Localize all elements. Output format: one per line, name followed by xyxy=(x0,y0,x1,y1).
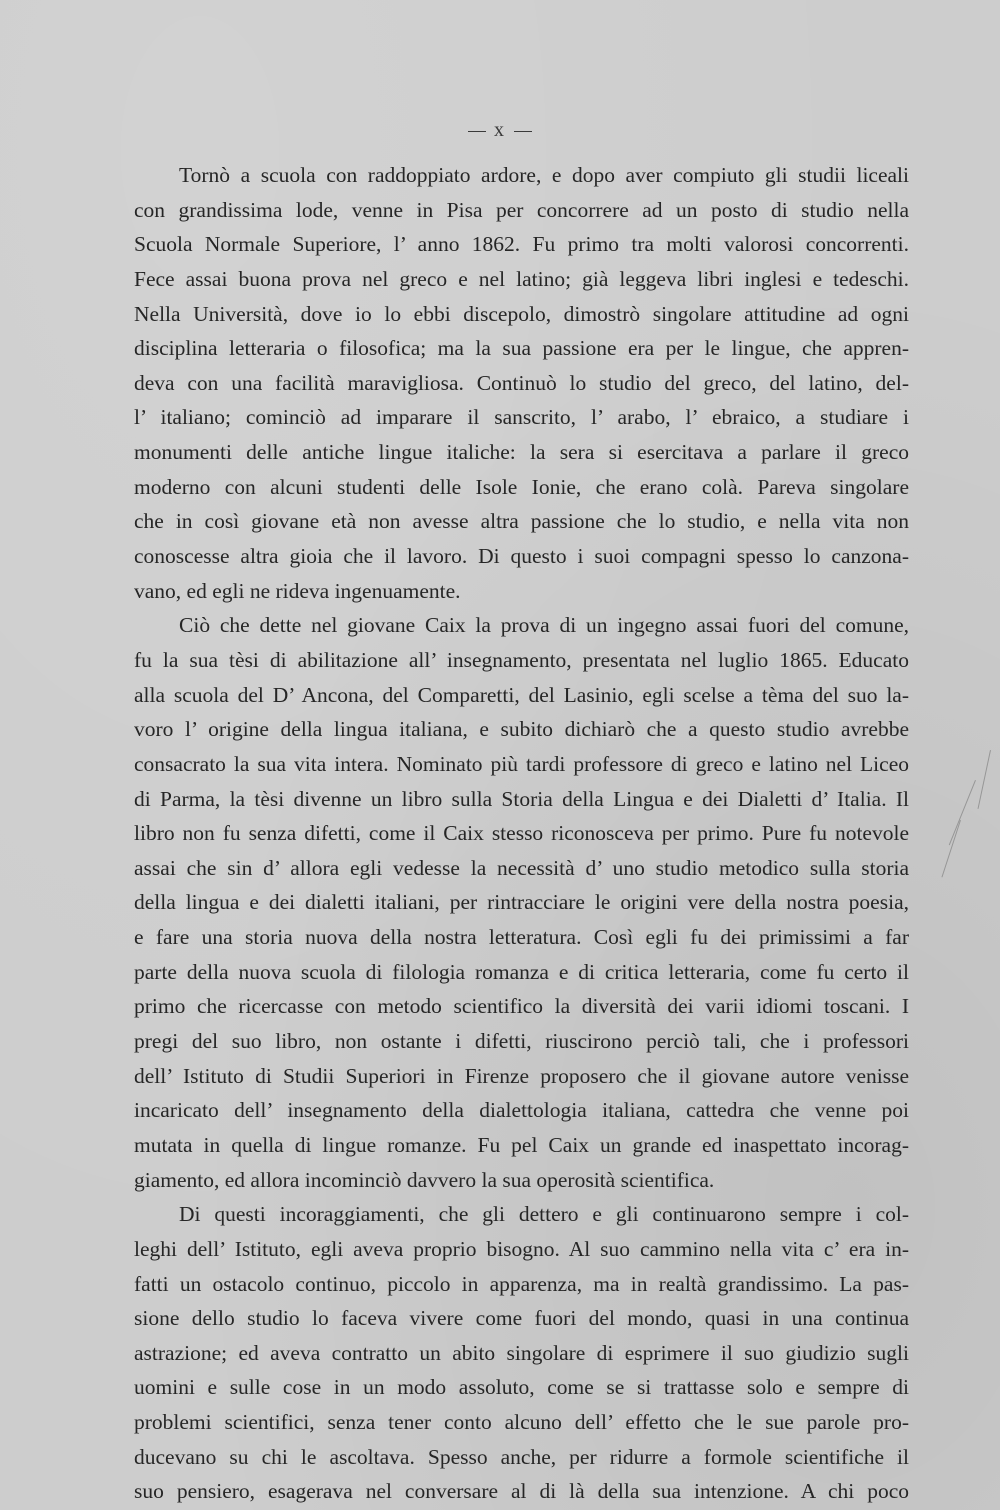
text-line: Di questi incoraggiamenti, che gli dettero e gli continuarono sempre i col- xyxy=(179,1202,909,1227)
body-text xyxy=(134,158,909,1509)
text-line: sione dello studio lo faceva vivere come fuori del mondo, quasi in una continua xyxy=(134,1306,909,1331)
text-line: vano, ed egli ne rideva ingenuamente. xyxy=(134,578,461,603)
text-line: della lingua e dei dialetti italiani, per rintracciare le origini vere della nostra poesia, xyxy=(134,890,909,915)
text-line: voro l’ origine della lingua italiana, e subito dichiarò che a questo studio avrebbe xyxy=(134,717,909,742)
text-line: assai che sin d’ allora egli vedesse la necessità d’ uno studio metodico sulla storia xyxy=(134,855,909,880)
text-line: e fare una storia nuova della nostra letteratura. Così egli fu dei primissimi a far xyxy=(134,925,909,950)
text-line: moderno con alcuni studenti delle Isole Ionie, che erano colà. Pareva singolare xyxy=(134,474,909,499)
pencil-margin-mark xyxy=(978,750,991,809)
paragraph-1 xyxy=(134,158,909,608)
text-line: uomini e sulle cose in un modo assoluto, come se si trattasse solo e sempre di xyxy=(134,1375,909,1400)
text-line: fu la sua tèsi di abilitazione all’ insegnamento, presentata nel luglio 1865. Educato xyxy=(134,647,909,672)
text-line: deva con una facilità maravigliosa. Continuò lo studio del greco, del latino, del- xyxy=(134,370,909,395)
text-line: Tornò a scuola con raddoppiato ardore, e dopo aver compiuto gli studii liceali xyxy=(179,163,909,187)
text-line: con grandissima lode, venne in Pisa per concorrere ad un posto di studio nella xyxy=(134,197,909,222)
pencil-margin-mark xyxy=(949,780,976,845)
text-line: leghi dell’ Istituto, egli aveva proprio bisogno. Al suo cammino nella vita c’ era in- xyxy=(134,1236,909,1261)
text-line: primo che ricercasse con metodo scientifico la diversità dei varii idiomi toscani. I xyxy=(134,994,909,1019)
text-line: Fece assai buona prova nel greco e nel latino; già leggeva libri inglesi e tedeschi. xyxy=(134,266,909,291)
folio-dash-right xyxy=(514,131,532,132)
text-line: suo pensiero, esagerava nel conversare al di là della sua intenzione. A chi poco xyxy=(134,1479,909,1504)
text-line: ducevano su chi le ascoltava. Spesso anche, per ridurre a formole scientifiche il xyxy=(134,1444,909,1469)
text-line: conoscesse altra gioia che il lavoro. Di questo i suoi compagni spesso lo canzona- xyxy=(134,544,909,569)
paragraph-2 xyxy=(134,608,909,1197)
text-line: problemi scientifici, senza tener conto alcuno dell’ effetto che le sue parole pro- xyxy=(134,1410,909,1435)
page-number xyxy=(0,119,1000,142)
text-line: fatti un ostacolo continuo, piccolo in apparenza, ma in realtà grandissimo. La pas- xyxy=(134,1271,909,1296)
text-line: libro non fu senza difetti, come il Caix stesso riconosceva per primo. Pure fu notevole xyxy=(134,821,909,846)
folio-dash-left xyxy=(468,131,486,132)
text-line: Ciò che dette nel giovane Caix la prova di un ingegno assai fuori del comune, xyxy=(179,613,909,638)
text-line: monumenti delle antiche lingue italiche: la sera si esercitava a parlare il greco xyxy=(134,440,909,465)
text-line: incaricato dell’ insegnamento della dialettologia italiana, cattedra che venne poi xyxy=(134,1098,909,1123)
text-line: di Parma, la tèsi divenne un libro sulla Storia della Lingua e dei Dialetti d’ Italia. Il xyxy=(134,786,909,811)
text-line: Scuola Normale Superiore, l’ anno 1862. Fu primo tra molti valorosi concorrenti. xyxy=(134,232,909,257)
paragraph-3 xyxy=(134,1197,909,1509)
text-line: consacrato la sua vita intera. Nominato più tardi professore di greco e latino nel Liceo xyxy=(134,751,909,776)
text-line: alla scuola del D’ Ancona, del Comparetti, del Lasinio, egli scelse a tèma del suo la- xyxy=(134,682,909,707)
text-line: che in così giovane età non avesse altra passione che lo studio, e nella vita non xyxy=(134,509,909,534)
text-line: disciplina letteraria o filosofica; ma la sua passione era per le lingue, che appren- xyxy=(134,336,909,361)
text-line: mutata in quella di lingue romanze. Fu pel Caix un grande ed inaspettato incorag- xyxy=(134,1132,909,1157)
text-line: Nella Università, dove io lo ebbi discepolo, dimostrò singolare attitudine ad ogni xyxy=(134,301,909,326)
text-line: parte della nuova scuola di filologia romanza e di critica letteraria, come fu certo il xyxy=(134,959,909,984)
page-number-text: x xyxy=(494,119,506,141)
text-line: l’ italiano; cominciò ad imparare il sanscrito, l’ arabo, l’ ebraico, a studiare i xyxy=(134,405,909,430)
pencil-margin-mark xyxy=(941,820,960,877)
text-line: dell’ Istituto di Studii Superiori in Firenze proposero che il giovane autore venisse xyxy=(134,1063,909,1088)
text-line: giamento, ed allora incominciò davvero la sua operosità scientifica. xyxy=(134,1167,715,1192)
text-line: pregi del suo libro, non ostante i difetti, riuscirono perciò tali, che i professori xyxy=(134,1029,909,1054)
text-line: astrazione; ed aveva contratto un abito singolare di esprimere il suo giudizio sugli xyxy=(134,1340,909,1365)
